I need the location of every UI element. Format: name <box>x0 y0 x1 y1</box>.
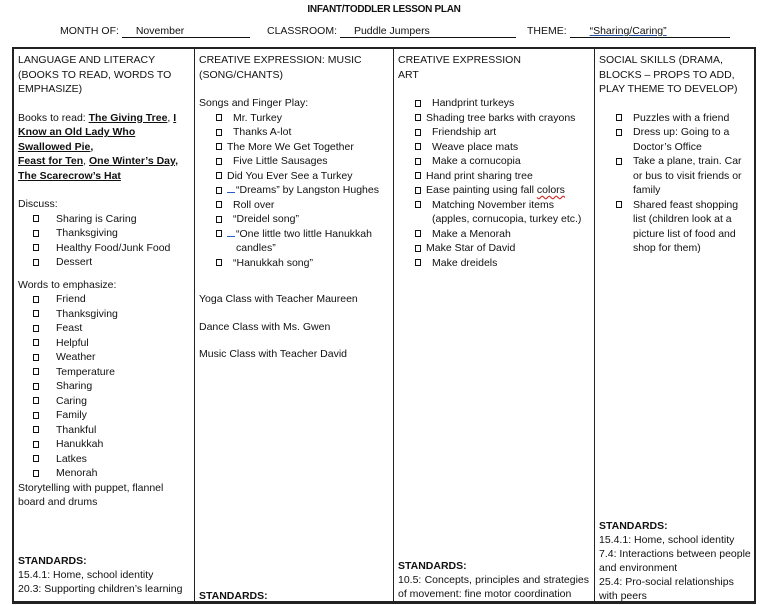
theme-value-text: “Sharing/Caring” <box>589 25 667 37</box>
checkbox-icon <box>216 230 222 237</box>
book-title: Feast for Ten <box>18 155 84 167</box>
music-standards <box>199 589 388 601</box>
list-item: Dress up: Going to a Doctor’s Office <box>599 125 751 154</box>
list-item: Dessert <box>18 255 189 270</box>
standard-item: 15.4.1: Home, school identity <box>18 569 154 581</box>
standard-item: 7.4: Interactions between people and environment <box>599 548 751 574</box>
list-item: Thankful <box>18 423 189 438</box>
books-to-read: Books to read: The Giving Tree, I Know an Old Lady Who Swallowed Pie, Feast for Ten, One Winter’s Day, The Scarecrow’s Hat <box>18 111 178 182</box>
checkbox-icon <box>33 470 39 477</box>
list-item: Make Star of David <box>398 241 589 256</box>
checkbox-icon <box>216 114 222 121</box>
checkbox-icon <box>415 158 421 165</box>
list-item: Mr. Turkey <box>199 111 388 126</box>
month-field <box>60 25 250 38</box>
checkbox-icon <box>33 259 39 266</box>
list-item: Friend <box>18 292 189 307</box>
checkbox-icon <box>616 129 622 136</box>
underline-mark <box>227 184 235 193</box>
classroom-field <box>267 25 516 38</box>
standard-item: 10.5: Concepts, principles and strategies of movement: fine motor coordination <box>398 574 589 600</box>
checkbox-icon <box>33 383 39 390</box>
list-item: Helpful <box>18 336 189 351</box>
discuss-label: Discuss: <box>18 198 58 210</box>
list-item: Weather <box>18 350 189 365</box>
lesson-plan-header <box>0 25 768 41</box>
language-literacy-column <box>14 49 195 601</box>
checkbox-icon <box>415 172 421 179</box>
list-item: “Dreams” by Langston Hughes <box>199 183 388 198</box>
discuss-list <box>18 212 189 270</box>
music-column <box>195 49 394 601</box>
list-item: Temperature <box>18 365 189 380</box>
list-item: Matching November items (apples, cornucopia, turkey etc.) <box>398 198 589 227</box>
list-item: Shared feast shopping list (children look at a picture list of food and shop for them) <box>599 198 751 256</box>
list-item: Sharing is Caring <box>18 212 189 227</box>
checkbox-icon <box>33 339 39 346</box>
checkbox-icon <box>216 201 222 208</box>
checkbox-icon <box>415 187 421 194</box>
checkbox-icon <box>415 245 421 252</box>
list-item: Family <box>18 408 189 423</box>
checkbox-icon <box>216 172 222 179</box>
social-standards <box>599 519 751 601</box>
checkbox-icon <box>216 187 222 194</box>
songs-list <box>199 111 388 271</box>
checkbox-icon <box>216 216 222 223</box>
books-label: Books to read: <box>18 111 86 124</box>
list-item: Make a Menorah <box>398 227 589 242</box>
class-item: Music Class with Teacher David <box>199 348 348 360</box>
words-list <box>18 292 189 481</box>
standards-title: STANDARDS: <box>199 590 268 601</box>
checkbox-icon <box>216 259 222 266</box>
checkbox-icon <box>415 114 421 121</box>
book-title: I Know an Old Lady Who Swallowed Pie, <box>18 111 177 153</box>
art-heading-line1: CREATIVE EXPRESSION <box>398 54 521 66</box>
class-item: Dance Class with Ms. Gwen <box>199 320 331 333</box>
standard-item: 20.3: Supporting children’s learning <box>18 583 183 595</box>
classroom-value: Puddle Jumpers <box>340 25 516 38</box>
list-item: Menorah <box>18 466 189 481</box>
language-standards <box>18 554 189 596</box>
book-title: The Scarecrow’s Hat <box>18 169 121 182</box>
list-item: “Hanukkah song” <box>199 256 388 271</box>
checkbox-icon <box>415 100 421 107</box>
list-item: Latkes <box>18 452 189 467</box>
checkbox-icon <box>33 215 39 222</box>
checkbox-icon <box>33 354 39 361</box>
list-item: Healthy Food/Junk Food <box>18 241 189 256</box>
list-item: Hand print sharing tree <box>398 169 589 184</box>
checkbox-icon <box>415 259 421 266</box>
social-list <box>599 111 751 256</box>
book-title: The Giving Tree <box>88 111 168 124</box>
lesson-plan-table <box>12 47 756 604</box>
checkbox-icon <box>216 143 222 150</box>
list-item: “One little two little Hanukkah candles” <box>199 227 388 256</box>
art-standards <box>398 559 589 601</box>
checkbox-icon <box>415 230 421 237</box>
checkbox-icon <box>33 230 39 237</box>
class-item: Yoga Class with Teacher Maureen <box>199 293 358 305</box>
checkbox-icon <box>216 129 222 136</box>
list-item: Puzzles with a friend <box>599 111 751 126</box>
checkbox-icon <box>33 244 39 251</box>
checkbox-icon <box>415 129 421 136</box>
page-title: INFANT/TODDLER LESSON PLAN <box>307 4 461 15</box>
words-label: Words to emphasize: <box>18 278 117 291</box>
art-list <box>398 96 589 270</box>
checkbox-icon <box>616 158 622 165</box>
checkbox-icon <box>33 455 39 462</box>
list-item: Take a plane, train. Car or bus to visit friends or family <box>599 154 751 198</box>
list-item: Ease painting using fall colors <box>398 183 589 198</box>
checkbox-icon <box>33 310 39 317</box>
checkbox-icon <box>33 296 39 303</box>
checkbox-icon <box>216 158 222 165</box>
standards-title: STANDARDS: <box>599 520 668 532</box>
checkbox-icon <box>33 412 39 419</box>
checkbox-icon <box>415 143 421 150</box>
list-item: Sharing <box>18 379 189 394</box>
list-item: Caring <box>18 394 189 409</box>
checkbox-icon <box>33 325 39 332</box>
list-item: Thanksgiving <box>18 226 189 241</box>
art-heading-line2: ART <box>398 68 419 81</box>
list-item: Handprint turkeys <box>398 96 589 111</box>
list-item: The More We Get Together <box>199 140 388 155</box>
standards-title: STANDARDS: <box>18 555 87 567</box>
checkbox-icon <box>33 441 39 448</box>
art-column <box>394 49 595 601</box>
list-item: Shading tree barks with crayons <box>398 111 589 126</box>
standard-item: 15.4.1: Home, school identity <box>599 534 735 546</box>
month-value: November <box>122 25 250 38</box>
month-label: MONTH OF: <box>60 25 119 37</box>
checkbox-icon <box>33 426 39 433</box>
underline-mark <box>227 228 235 237</box>
list-item: Did You Ever See a Turkey <box>199 169 388 184</box>
music-heading: CREATIVE EXPRESSION: MUSIC (SONG/CHANTS) <box>199 54 362 81</box>
checkbox-icon <box>616 201 622 208</box>
list-item: Feast <box>18 321 189 336</box>
social-skills-column <box>595 49 756 601</box>
list-item: Roll over <box>199 198 388 213</box>
theme-label: THEME: <box>527 25 567 37</box>
list-item: Hanukkah <box>18 437 189 452</box>
list-item: Friendship art <box>398 125 589 140</box>
list-item: Weave place mats <box>398 140 589 155</box>
standard-item: 25.4: Pro-social relationships with peers <box>599 576 734 601</box>
songs-label: Songs and Finger Play: <box>199 97 309 109</box>
list-item: Thanksgiving <box>18 307 189 322</box>
storytelling-note: Storytelling with puppet, flannel board and drums <box>18 481 164 508</box>
list-item: Thanks A-lot <box>199 125 388 140</box>
standards-title: STANDARDS: <box>398 560 467 572</box>
checkbox-icon <box>33 397 39 404</box>
theme-field <box>527 25 730 38</box>
list-item: Make a cornucopia <box>398 154 589 169</box>
checkbox-icon <box>616 114 622 121</box>
list-item: Make dreidels <box>398 256 589 271</box>
social-heading: SOCIAL SKILLS (DRAMA, BLOCKS – PROPS TO ADD, PLAY THEME TO DEVELOP) <box>599 54 738 95</box>
checkbox-icon <box>415 201 421 208</box>
language-heading: LANGUAGE AND LITERACY (BOOKS TO READ, WORDS TO EMPHASIZE) <box>18 54 172 95</box>
classroom-label: CLASSROOM: <box>267 25 338 37</box>
theme-value <box>570 25 730 38</box>
list-item: “Dreidel song” <box>199 212 388 227</box>
book-title: One Winter’s Day, <box>89 155 178 167</box>
list-item: Five Little Sausages <box>199 154 388 169</box>
checkbox-icon <box>33 368 39 375</box>
